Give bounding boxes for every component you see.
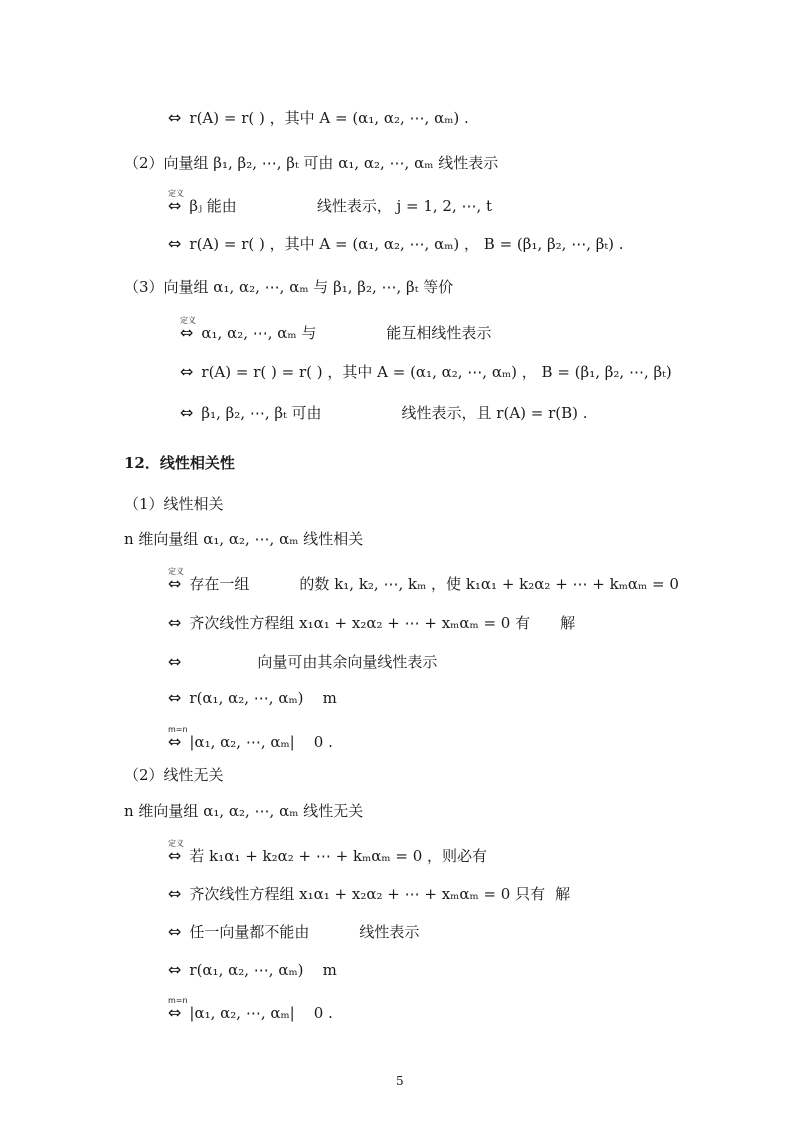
determinant-line: [168, 996, 333, 1023]
subsection-title: （1）线性相关: [124, 495, 224, 513]
iff-arrow-icon: 定义 ⇔: [168, 846, 181, 866]
subsection-title: （3）向量组 α₁, α₂, ⋯, αₘ 与 β₁, β₂, ⋯, βₜ 等价: [124, 278, 454, 296]
line-text-b: 解: [555, 885, 571, 903]
iff-arrow-icon: ⇔: [168, 960, 182, 979]
subsection-title: （2）向量组 β₁, β₂, ⋯, βₜ 可由 α₁, α₂, ⋯, αₘ 线性表示: [124, 154, 499, 172]
subsection-equivalence: [124, 277, 453, 297]
condition-line: [168, 613, 575, 633]
rank-equation: r(A) = r( ) ，其中 A = (α₁, α₂, ⋯, αₘ) ， B = (β₁, β₂, ⋯, βₜ) .: [189, 235, 624, 253]
iff-arrow-icon: ⇔: [168, 652, 182, 671]
iff-arrow-icon: ⇔: [168, 108, 182, 127]
definition-line: [168, 189, 493, 216]
definition-label: 定义: [180, 316, 196, 325]
line-text-a: β₁, β₂, ⋯, βₜ 可由: [201, 404, 322, 422]
definition-text-b: 线性表示， j = 1, 2, ⋯, t: [316, 197, 493, 215]
condition-line: [168, 652, 437, 672]
definition-line: [168, 839, 488, 866]
rank-condition-line: [180, 403, 588, 423]
iff-arrow-icon: ⇔: [168, 613, 182, 632]
line-text-a: 齐次线性方程组 x₁α₁ + x₂α₂ + ⋯ + xₘαₘ = 0 只有: [189, 885, 546, 903]
definition-text-a: βⱼ 能由: [189, 197, 237, 215]
determinant-expression: |α₁, α₂, ⋯, αₘ| 0 .: [189, 733, 333, 751]
determinant-expression: |α₁, α₂, ⋯, αₘ| 0 .: [189, 1004, 333, 1022]
iff-arrow-icon: 定义 ⇔: [168, 196, 181, 216]
line-text-a: 存在一组: [189, 575, 250, 593]
section-heading: [124, 453, 235, 473]
iff-arrow-icon: 定义 ⇔: [180, 323, 193, 343]
rank-equation: r(α₁, α₂, ⋯, αₘ) m: [189, 689, 337, 707]
definition-line: [168, 567, 679, 594]
definition-text-b: 能互相线性表示: [386, 324, 492, 342]
condition-line: [168, 884, 570, 904]
determinant-line: [168, 725, 333, 752]
iff-arrow-icon: ⇔: [168, 884, 182, 903]
definition-line: [180, 316, 492, 343]
line-text-b: 的数 k₁, k₂, ⋯, kₘ ，使 k₁α₁ + k₂α₂ + ⋯ + kₘαₘ = 0: [299, 575, 679, 593]
rank-condition-line: [180, 362, 672, 382]
iff-arrow-icon: ⇔: [168, 688, 182, 707]
subsection-dependent: [124, 494, 224, 514]
subsection-linear-representation: [124, 153, 498, 173]
line-text-a: 任一向量都不能由: [189, 923, 310, 941]
line-text-b: 向量可由其余向量线性表示: [257, 653, 438, 671]
subsection-independent: [124, 765, 224, 785]
definition-label: 定义: [168, 189, 184, 198]
subsection-title: （2）线性无关: [124, 766, 224, 784]
page-number: 5: [396, 1074, 404, 1088]
definition-statement: [124, 801, 363, 821]
line-text-b: 解: [560, 614, 576, 632]
line-text-b: 线性表示，且 r(A) = r(B) .: [401, 404, 588, 422]
line-text-a: 齐次线性方程组 x₁α₁ + x₂α₂ + ⋯ + xₘαₘ = 0 有: [189, 614, 531, 632]
line-text: 若 k₁α₁ + k₂α₂ + ⋯ + kₘαₘ = 0 ，则必有: [189, 847, 488, 865]
iff-arrow-icon: ⇔: [168, 234, 182, 253]
rank-condition-line: [168, 960, 337, 980]
iff-arrow-icon: ⇔: [168, 922, 182, 941]
iff-arrow-icon: m=n ⇔: [168, 1003, 181, 1023]
rank-condition-line: [168, 108, 469, 128]
definition-label: 定义: [168, 839, 184, 848]
section-title: 12．线性相关性: [124, 454, 235, 472]
condition-line: [168, 922, 419, 942]
condition-label: m=n: [168, 996, 188, 1005]
line-text-b: 线性表示: [359, 923, 420, 941]
definition-label: 定义: [168, 567, 184, 576]
rank-condition-line: [168, 234, 624, 254]
iff-arrow-icon: m=n ⇔: [168, 732, 181, 752]
iff-arrow-icon: ⇔: [180, 403, 194, 422]
rank-equation: r(A) = r( ) ，其中 A = (α₁, α₂, ⋯, αₘ) .: [189, 109, 469, 127]
iff-arrow-icon: ⇔: [180, 362, 194, 381]
statement-text: n 维向量组 α₁, α₂, ⋯, αₘ 线性无关: [124, 802, 364, 820]
rank-condition-line: [168, 688, 337, 708]
statement-text: n 维向量组 α₁, α₂, ⋯, αₘ 线性相关: [124, 530, 364, 548]
condition-label: m=n: [168, 725, 188, 734]
iff-arrow-icon: 定义 ⇔: [168, 574, 181, 594]
definition-text-a: α₁, α₂, ⋯, αₘ 与: [201, 324, 317, 342]
rank-equation: r(A) = r( ) = r( ) ，其中 A = (α₁, α₂, ⋯, αₘ) ， B = (β₁, β₂, ⋯, βₜ): [201, 363, 672, 381]
definition-statement: [124, 529, 363, 549]
rank-equation: r(α₁, α₂, ⋯, αₘ) m: [189, 961, 337, 979]
